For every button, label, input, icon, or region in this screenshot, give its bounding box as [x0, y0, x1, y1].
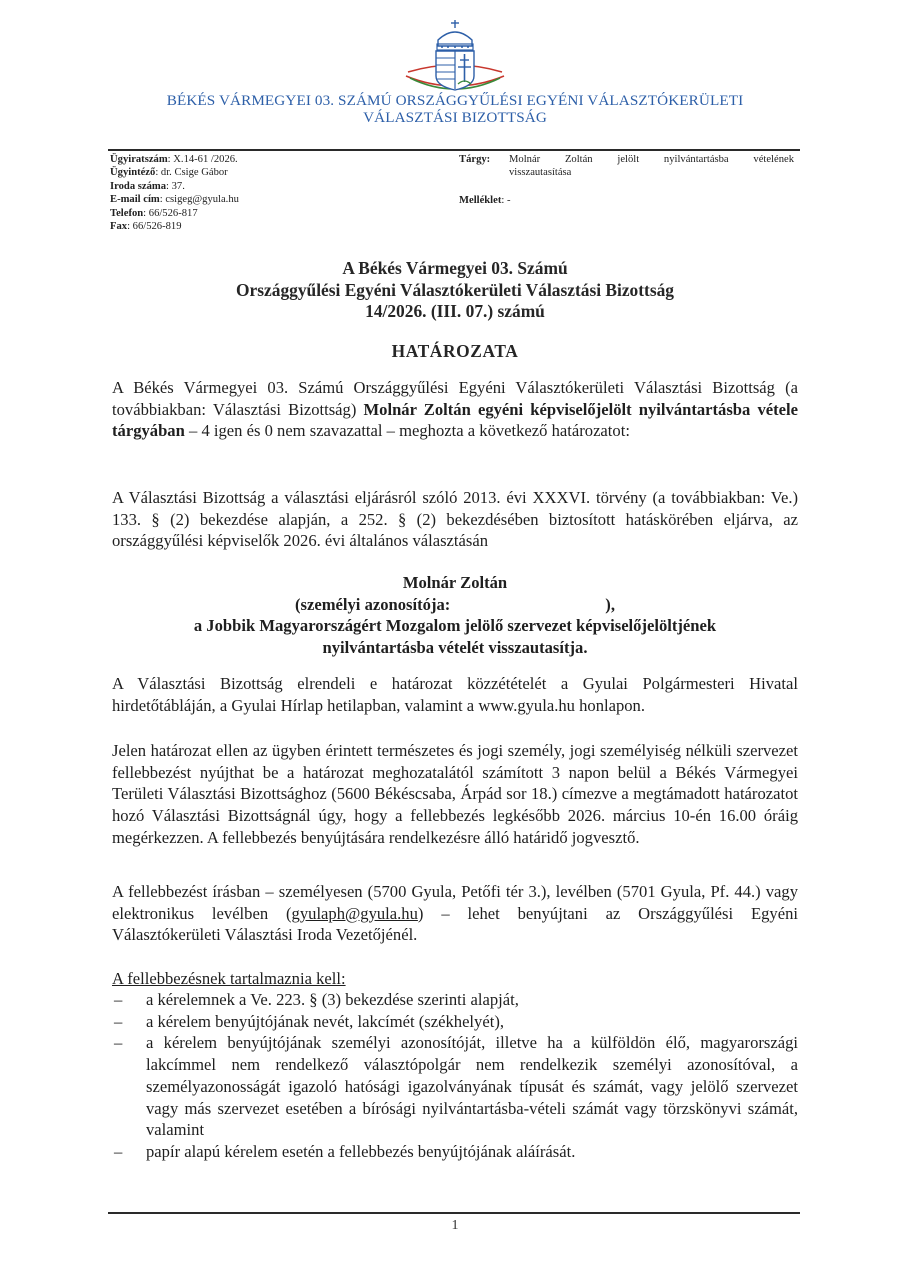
appeal-email-link[interactable]: gyulaph@gyula.hu [291, 903, 418, 923]
header-divider [108, 149, 800, 151]
subject-label: Tárgy: [459, 154, 491, 165]
paragraph-publication: A Választási Bizottság elrendeli e határozat közzétételét a Gyulai Polgármesteri Hivatal hirdetőtábláján, a Gyulai Hírlap hetilapban, valamint a www.gyula.hu honlapon. [112, 674, 798, 715]
subject [459, 153, 794, 180]
footer-divider [108, 1212, 800, 1214]
document-title: A Békés Vármegyei 03. Számú Országgyűlési Egyéni Választókerületi Választási Bizottság 14/2026. (III. 07.) számú [236, 258, 674, 321]
decision-heading: HATÁROZATA [391, 341, 519, 361]
meta-fax: Fax: 66/526-819 [110, 221, 182, 233]
attachment: Melléklet: - [459, 194, 511, 206]
list-item: – papír alapú kérelem esetén a fellebbezés benyújtójának aláírását. [114, 1141, 576, 1161]
subject-value: Molnár Zoltán jelölt nyilvántartásba vételének visszautasítása [509, 154, 794, 179]
list-item: – a kérelemnek a Ve. 223. § (3) bekezdése szerinti alapját, [114, 990, 519, 1009]
email-link[interactable]: csigeg@gyula.hu [165, 194, 239, 206]
list-heading: A fellebbezésnek tartalmaznia kell: [112, 969, 346, 988]
institution-line-1: BÉKÉS VÁRMEGYEI 03. SZÁMÚ ORSZÁGGYŰLÉSI EGYÉNI VÁLASZTÓKERÜLETI [166, 92, 744, 109]
paragraph-legal-basis: A Választási Bizottság a választási eljárásról szóló 2013. évi XXXVI. törvény (a továbbiakban: Ve.) 133. § (2) bekezdése alapján, a 252. § (2) bekezdésében biztosított hatáskörében eljárva, az országgyűlési képviselők 2026. évi általános választásán [112, 488, 798, 551]
meta-case-officer: Ügyintéző: dr. Csige Gábor [110, 167, 228, 179]
subject-metadata [459, 153, 794, 207]
list-item: – a kérelem benyújtójának személyi azonosítóját, illetve ha a külföldön élő, magyarországi lakcímmel nem rendelkező választópolgár nem rendelkezik személyi azonosítóval, a személyazonosságát igazoló hatósági igazolványának típusát és számát, vagy jelölő szervezet vagy más szervezet esetében a bírósági nyilvántartásba-vételi számát vagy törzskönyvi számát, valamint [114, 1033, 798, 1140]
decision-operative: Molnár Zoltán (személyi azonosítója: ), a Jobbik Magyarországért Mozgalom jelölő szervezet képviselőjelöltjének nyilvántartásba vételét visszautasítja. [100, 572, 810, 659]
meta-case-number: Ügyiratszám: X.14-61 /2026. [110, 154, 238, 165]
paragraph-submission: A fellebbezést írásban – személyesen (5700 Gyula, Petőfi tér 3.), levélben (5701 Gyula, Pf. 44.) vagy elektronikus levélben (gyulaph@gyula.hu) – lehet benyújtani az Országgyűlési Egyéni Választókerületi Választási Iroda Vezetőjénél. [112, 882, 799, 945]
page-number: 1 [451, 1218, 459, 1233]
paragraph-intro: A Békés Vármegyei 03. Számú Országgyűlési Egyéni Választókerületi Választási Bizottság (a továbbiakban: Választási Bizottság) Molnár Zoltán egyéni képviselőjelölt nyilvántartásba vétele tárgyában – 4 igen és 0 nem szavazattal – meghozta a következő határozatot: [112, 378, 798, 441]
personal-id-line: (személyi azonosítója: ), [295, 594, 615, 614]
meta-phone: Telefon: 66/526-817 [110, 207, 198, 219]
meta-office-number: Iroda száma: 37. [110, 180, 185, 192]
meta-email: E-mail cím: csigeg@gyula.hu [110, 194, 239, 206]
paragraph-appeal: Jelen határozat ellen az ügyben érintett természetes és jogi személy, jogi személyiség nélküli szervezet fellebbezést nyújthat be a határozat meghozatalától számított 3 napon belül a Békés Vármegyei Területi Választási Bizottsághoz (5600 Békéscsaba, Árpád sor 18.) címezve a megtámadott határozatot hozó Választási Bizottságnál úgy, hogy a fellebbezés legkésőbb 2026. március 10-én 16.00 óráig megérkezzen. A fellebbezés benyújtására rendelkezésre álló határidő jogvesztő. [112, 741, 798, 847]
institution-line-2: VÁLASZTÁSI BIZOTTSÁG [363, 109, 547, 126]
list-item: – a kérelem benyújtójának nevét, lakcímét (székhelyét), [114, 1011, 504, 1031]
case-metadata [110, 153, 410, 233]
appeal-requirements-list [112, 989, 798, 1163]
candidate-name: Molnár Zoltán [402, 573, 508, 592]
institution-header [100, 92, 810, 126]
hungarian-coat-of-arms-icon [400, 14, 510, 96]
